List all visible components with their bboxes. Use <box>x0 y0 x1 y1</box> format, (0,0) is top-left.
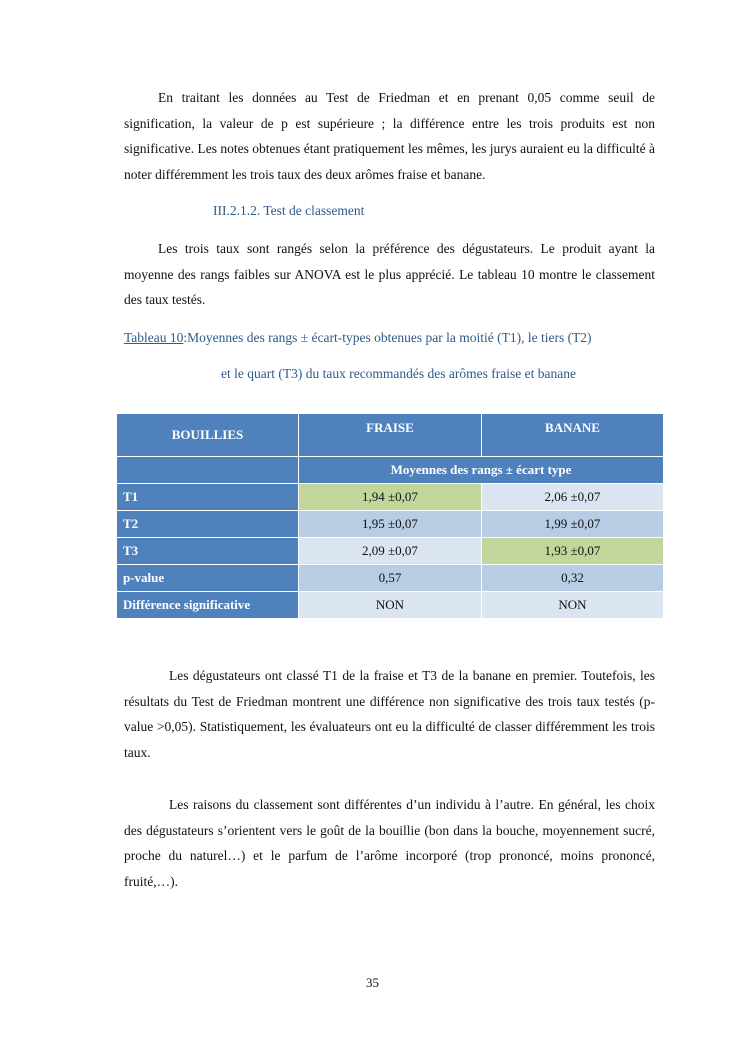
header-bouillies: BOUILLIES <box>117 414 299 457</box>
row-label: T2 <box>117 511 299 538</box>
header-fraise: FRAISE <box>299 414 482 457</box>
table-caption-text: :Moyennes des rangs ± écart-types obtenues par la moitié (T1), le tiers (T2) <box>183 330 592 345</box>
cell-fraise: 1,94 ±0,07 <box>299 484 482 511</box>
table-caption-line1 <box>124 330 592 346</box>
table-row <box>117 592 664 619</box>
row-label: T1 <box>117 484 299 511</box>
cell-banane: 1,93 ±0,07 <box>482 538 664 565</box>
cell-fraise: 2,09 ±0,07 <box>299 538 482 565</box>
table-row <box>117 538 664 565</box>
section-heading: III.2.1.2. Test de classement <box>213 203 365 218</box>
header-banane: BANANE <box>482 414 664 457</box>
paragraph-classement: Les trois taux sont rangés selon la préférence des dégustateurs. Le produit ayant la moyenne des rangs faibles sur ANOVA est le plus apprécié. Le tableau 10 montre le classement des taux testés. <box>124 241 655 308</box>
subheader-moyennes: Moyennes des rangs ± écart type <box>299 457 664 484</box>
cell-banane: NON <box>482 592 664 619</box>
page-number: 35 <box>366 975 379 990</box>
table-row <box>117 565 664 592</box>
table-caption-line2: et le quart (T3) du taux recommandés des arômes fraise et banane <box>221 366 576 381</box>
paragraph-friedman: En traitant les données au Test de Friedman et en prenant 0,05 comme seuil de signification, la valeur de p est supérieure ; la différence entre les trois produits est non significative. Les notes obtenues étant pratiquement les mêmes, les jurys auraient eu la difficulté à noter différemment les trois taux des deux arômes fraise et banane. <box>124 90 655 183</box>
paragraph-resultats: Les dégustateurs ont classé T1 de la fraise et T3 de la banane en premier. Toutefois, les résultats du Test de Friedman montrent une différence non significative des trois taux testés (p-value >0,05). Statistiquement, les évaluateurs ont eu la difficulté de classer différemment les trois taux. <box>124 668 655 761</box>
cell-fraise: 0,57 <box>299 565 482 592</box>
cell-banane: 2,06 ±0,07 <box>482 484 664 511</box>
subheader-empty <box>117 457 299 484</box>
paragraph-raisons: Les raisons du classement sont différentes d’un individu à l’autre. En général, les choix des dégustateurs s’orientent vers le goût de la bouillie (bon dans la bouche, moyennement sucré, proche du naturel…) et le parfum de l’arôme incorporé (trop prononcé, moins prononcé, fruité,…). <box>124 797 655 890</box>
row-label: Différence significative <box>117 592 299 619</box>
results-table <box>116 413 664 619</box>
cell-banane: 0,32 <box>482 565 664 592</box>
table-header-row <box>117 414 664 457</box>
table-row <box>117 484 664 511</box>
table-subheader-row <box>117 457 664 484</box>
table-caption-label: Tableau 10 <box>124 330 184 345</box>
cell-fraise: NON <box>299 592 482 619</box>
row-label: T3 <box>117 538 299 565</box>
cell-banane: 1,99 ±0,07 <box>482 511 664 538</box>
cell-fraise: 1,95 ±0,07 <box>299 511 482 538</box>
row-label: p-value <box>117 565 299 592</box>
table-row <box>117 511 664 538</box>
